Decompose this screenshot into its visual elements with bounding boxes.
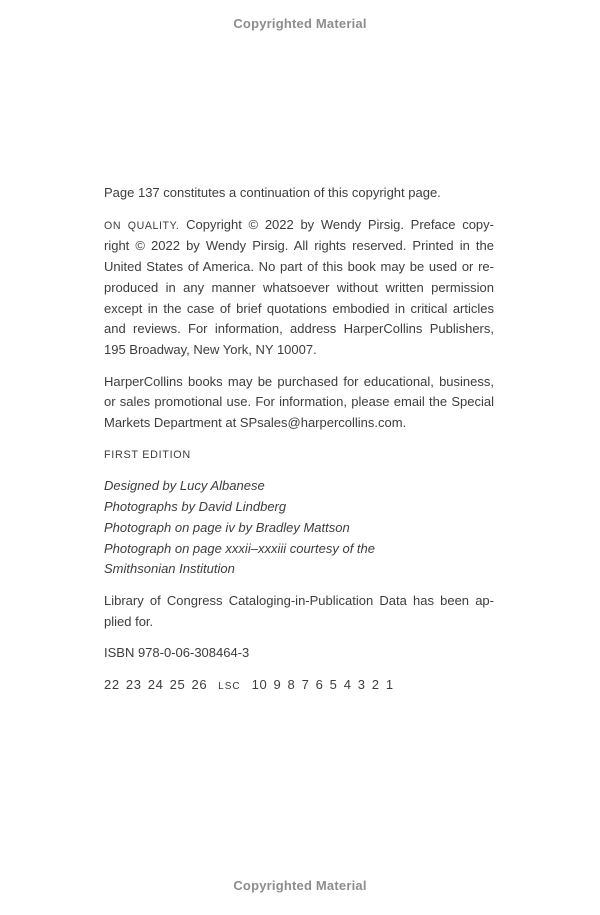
rights-line (104, 215, 494, 237)
book-title-smallcaps: ON QUALITY. (104, 219, 180, 232)
sales-paragraph (104, 372, 494, 434)
rights-line: produced in any manner whatsoever without written permission (104, 279, 494, 295)
isbn-line: ISBN 978-0-06-308464-3 (104, 645, 250, 661)
rights-paragraph (104, 215, 494, 361)
loc-paragraph (104, 591, 494, 632)
copyrighted-material-banner-top: Copyrighted Material (233, 16, 367, 31)
credit-line: Photograph on page iv by Bradley Mattson (104, 519, 350, 535)
printer-key-line (104, 675, 494, 698)
rights-line-last: 195 Broadway, New York, NY 10007. (104, 341, 317, 357)
print-run-numbers: 10 9 8 7 6 5 4 3 2 1 (251, 677, 394, 693)
printer-code: LSC (218, 681, 241, 693)
rights-line: right © 2022 by Wendy Pirsig. All rights reserved. Printed in the (104, 238, 494, 254)
continuation-note-line: Page 137 constitutes a continuation of this copyright page. (104, 185, 441, 200)
rights-line: and reviews. For information, address HarperCollins Publishers, (104, 321, 494, 337)
credit-line: Photographs by David Lindberg (104, 499, 287, 515)
loc-line: Library of Congress Cataloging-in-Publication Data has been ap- (104, 592, 494, 608)
printer-key-block (104, 675, 494, 698)
edition-notice (104, 445, 494, 466)
continuation-note (104, 183, 494, 204)
sales-line-last: Markets Department at SPsales@harpercollins.com. (104, 415, 407, 431)
rights-line: United States of America. No part of this book may be used or re- (104, 259, 494, 275)
edition-notice-line: FIRST EDITION (104, 448, 191, 461)
sales-line: or sales promotional use. For information, please email the Special (104, 394, 494, 410)
rights-line-text: Copyright © 2022 by Wendy Pirsig. Preface copy- (186, 216, 494, 232)
credits-block (104, 476, 494, 580)
credit-line: Smithsonian Institution (104, 561, 235, 577)
isbn-block (104, 643, 494, 664)
sales-line: HarperCollins books may be purchased for educational, business, (104, 373, 494, 389)
credit-line: Designed by Lucy Albanese (104, 478, 265, 494)
loc-line-last: plied for. (104, 613, 154, 629)
copyright-page-text-block (104, 183, 494, 698)
copyrighted-material-banner-bottom: Copyrighted Material (233, 878, 367, 893)
rights-line: except in the case of brief quotations embodied in critical articles (104, 300, 494, 316)
credit-line: Photograph on page xxxii–xxxiii courtesy of the (104, 540, 375, 556)
print-years: 22 23 24 25 26 (104, 677, 208, 693)
